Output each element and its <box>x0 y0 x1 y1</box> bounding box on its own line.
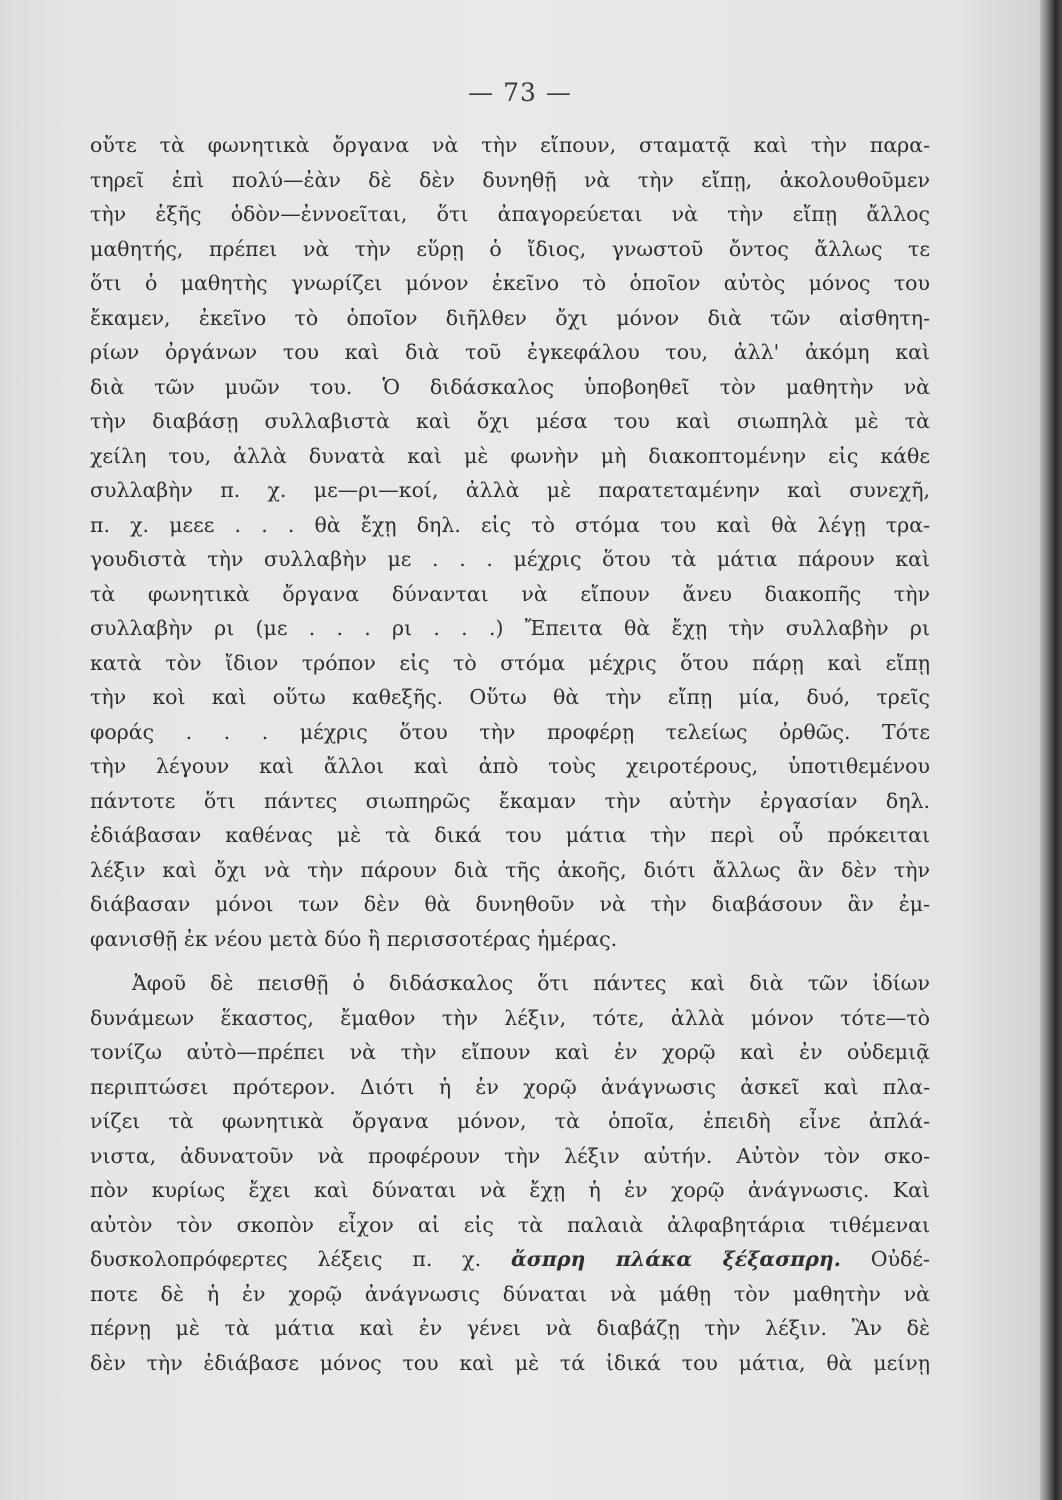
text-line: αὐτὸν τὸν σκοπὸν εἶχον αἱ εἰς τὰ παλαιὰ ἀλφαβητάρια τιθέμεναι <box>90 1212 930 1237</box>
text-line: ἔκαμεν, ἐκεῖνο τὸ ὁποῖον διῆλθεν ὄχι μόνον διὰ τῶν αἰσθητη- <box>90 305 930 330</box>
text-line: πάντοτε ὅτι πάντες σιωπηρῶς ἔκαμαν τὴν αὐτὴν ἐργασίαν δηλ. <box>90 788 930 813</box>
text-line: γουδιστὰ τὴν συλλαβὴν με . . . μέχρις ὅτου τὰ μάτια πάρουν καὶ <box>90 547 930 571</box>
text-line: τὴν ἑξῆς ὁδὸν—ἐννοεῖται, ὅτι ἀπαγορεύεται νὰ τὴν εἴπῃ ἄλλος <box>90 202 930 226</box>
text-line: τὴν διαβάσῃ συλλαβιστὰ καὶ ὄχι μέσα του καὶ σιωπηλὰ μὲ τὰ <box>90 409 930 433</box>
text-line: διὰ τῶν μυῶν του. Ὁ διδάσκαλος ὑποβοηθεῖ τὸν μαθητὴν νὰ <box>90 374 930 399</box>
text-line: μαθητής, πρέπει νὰ τὴν εὕρῃ ὁ ἴδιος, γνωστοῦ ὄντος ἄλλως τε <box>90 236 930 261</box>
text-line: φοράς . . . μέχρις ὅτου τὴν προφέρῃ τελείως ὀρθῶς. Τότε <box>90 719 930 744</box>
text-line: τηρεῖ ἐπὶ πολύ—ἐὰν δὲ δὲν δυνηθῇ νὰ τὴν εἴπῃ, ἀκολουθοῦμεν <box>90 167 930 192</box>
text-line: δὲν τὴν ἐδιάβασε μόνος του καὶ μὲ τά ἰδικά του μάτια, θὰ μείνῃ <box>90 1350 930 1375</box>
text-line: διάβασαν μόνοι των δὲν θὰ δυνηθοῦν νὰ τὴν διαβάσουν ἂν ἐμ- <box>90 892 930 916</box>
text-line: λέξιν καὶ ὄχι νὰ τὴν πάρουν διὰ τῆς ἀκοῆς, διότι ἄλλως ἂν δὲν τὴν <box>90 857 930 882</box>
text-line: τὰ φωνητικὰ ὄργανα δύνανται νὰ εἴπουν ἄνευ διακοπῆς τὴν <box>90 581 930 606</box>
text-line: Ἀφοῦ δὲ πεισθῇ ὁ διδάσκαλος ὅτι πάντες καὶ διὰ τῶν ἰδίων <box>132 971 930 995</box>
text-line: οὔτε τὰ φωνητικὰ ὄργανα νὰ τὴν εἴπουν, σταματᾷ καὶ τὴν παρα- <box>90 133 930 157</box>
text-line: νίζει τὰ φωνητικὰ ὄργανα μόνον, τὰ ὁποῖα, ἐπειδὴ εἶνε ἀπλά- <box>90 1109 930 1133</box>
text-line: συλλαβὴν ρι (με . . . ρι . . .) Ἔπειτα θὰ ἔχῃ τὴν συλλαβὴν ρι <box>90 616 930 640</box>
text-line: τὴν λέγουν καὶ ἄλλοι καὶ ἀπὸ τοὺς χειροτέρους, ὑποτιθεμένου <box>90 754 930 778</box>
text-line: ὅτι ὁ μαθητὴς γνωρίζει μόνον ἐκεῖνο τὸ ὁποῖον αὐτὸς μόνος του <box>90 271 930 295</box>
text-line: πέρνῃ μὲ τὰ μάτια καὶ ἐν γένει νὰ διαβάζῃ τὴν λέξιν. Ἂν δὲ <box>90 1316 930 1340</box>
text-line: πὸν κυρίως ἔχει καὶ δύναται νὰ ἔχῃ ἡ ἐν χορῷ ἀνάγνωσις. Καὶ <box>90 1178 930 1202</box>
emphasized-example: ἄσπρη πλάκα ξέξασπρη. <box>510 1247 841 1271</box>
text-line: τονίζω αὐτὸ—πρέπει νὰ τὴν εἴπουν καὶ ἐν χορῷ καὶ ἐν οὐδεμιᾷ <box>90 1040 930 1064</box>
body-text <box>90 128 930 1380</box>
text-line: περιπτώσει πρότερον. Διότι ἡ ἐν χορῷ ἀνάγνωσις ἀσκεῖ καὶ πλα- <box>90 1074 930 1099</box>
page-binding-edge <box>1040 0 1062 1500</box>
text-line: ρίων ὀργάνων του καὶ διὰ τοῦ ἐγκεφάλου του, ἀλλ' ἀκόμη καὶ <box>90 340 930 364</box>
text-line: τὴν κοὶ καὶ οὕτω καθεξῆς. Οὕτω θὰ τὴν εἴπῃ μία, δυό, τρεῖς <box>90 685 930 709</box>
text-line: φανισθῇ ἐκ νέου μετὰ δύο ἢ περισσοτέρας ἡμέρας. <box>90 926 618 951</box>
paragraph-1 <box>90 128 930 956</box>
text-line-with-emphasis <box>90 1242 930 1277</box>
text-line: συλλαβὴν π. χ. με—ρι—κοί, ἀλλὰ μὲ παρατεταμένην καὶ συνεχῆ, <box>90 478 930 502</box>
text-segment: δυσκολοπρόφερτες λέξεις π. χ. <box>90 1247 482 1271</box>
text-line: νιστα, ἀδυνατοῦν νὰ προφέρουν τὴν λέξιν αὐτήν. Αὐτὸν τὸν σκο- <box>90 1143 930 1168</box>
text-line: ἐδιάβασαν καθένας μὲ τὰ δικά του μάτια τὴν περὶ οὗ πρόκειται <box>90 823 930 847</box>
paragraph-gap <box>90 956 930 966</box>
text-line: κατὰ τὸν ἴδιον τρόπον εἰς τὸ στόμα μέχρις ὅτου πάρῃ καὶ εἴπῃ <box>90 650 930 675</box>
page-number: — 73 — <box>468 78 572 107</box>
text-segment: Οὐδέ- <box>870 1247 930 1271</box>
paragraph-2 <box>90 966 930 1380</box>
text-line: χείλη του, ἀλλὰ δυνατὰ καὶ μὲ φωνὴν μὴ διακοπτομένην εἰς κάθε <box>90 443 930 468</box>
text-line: δυνάμεων ἕκαστος, ἔμαθον τὴν λέξιν, τότε, ἀλλὰ μόνον τότε—τὸ <box>90 1005 930 1030</box>
text-line: π. χ. μεεε . . . θὰ ἔχῃ δηλ. εἰς τὸ στόμα του καὶ θὰ λέγῃ τρα- <box>90 512 930 537</box>
text-line: ποτε δὲ ἡ ἐν χορῷ ἀνάγνωσις δύναται νὰ μάθῃ τὸν μαθητὴν νὰ <box>90 1281 930 1306</box>
